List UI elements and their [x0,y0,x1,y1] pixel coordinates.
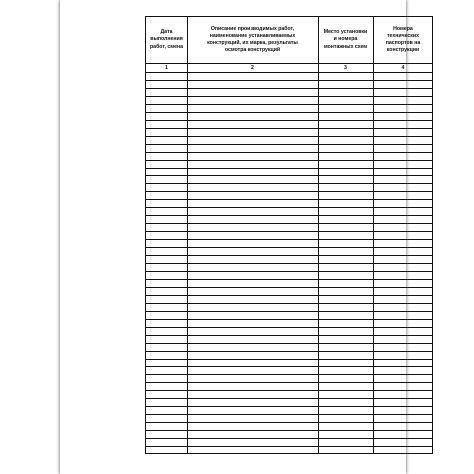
table-row-line [146,438,432,439]
table-row-line [146,430,432,431]
table-row-line [146,311,432,312]
table-row-line [146,199,432,200]
journal-table [145,16,433,454]
table-row-line [146,88,432,89]
table-row-line [146,231,432,232]
header-description: Описание производимых работ, наименование устанавливаемых конструкций, их марка, результаты осмотра конструкций [207,25,298,54]
table-row-line [146,390,432,391]
table-row-line [146,406,432,407]
table-row-line [146,303,432,304]
table-row-line [146,96,432,97]
table-row-line [146,263,432,264]
table-row-line [146,382,432,383]
table-row-line [146,422,432,423]
table-row-line [146,446,432,447]
table-row-line [146,104,432,105]
header-passport-numbers: Номера технических паспортов на конструкции [385,25,421,54]
table-row-line [146,112,432,113]
numbers-divider [146,72,432,73]
table-row-line [146,414,432,415]
table-row-line [146,120,432,121]
table-row-line [146,223,432,224]
table-row-line [146,366,432,367]
table-row-line [146,152,432,153]
table-row-line [146,168,432,169]
table-row-line [146,327,432,328]
table-row-line [146,398,432,399]
column-number-1: 1 [165,65,168,71]
table-row-line [146,191,432,192]
header-date: Дата выполнения работ, смена [150,29,183,50]
table-row-line [146,287,432,288]
table-row-line [146,247,432,248]
table-row-line [146,319,432,320]
table-row-line [146,359,432,360]
table-row-line [146,80,432,81]
table-row-line [146,175,432,176]
table-row-line [146,183,432,184]
table-row-line [146,128,432,129]
table-row-line [146,374,432,375]
table-row-line [146,144,432,145]
table-row-line [146,239,432,240]
table-row-line [146,255,432,256]
table-row-line [146,215,432,216]
table-row-line [146,207,432,208]
table-row-line [146,335,432,336]
column-divider [318,17,319,453]
column-number-2: 2 [251,65,254,71]
header-location: Место установки и номера монтажных схем [323,29,368,50]
table-row-line [146,351,432,352]
table-row-line [146,136,432,137]
column-number-3: 3 [344,65,347,71]
column-divider [373,17,374,453]
table-row-line [146,279,432,280]
table-row-line [146,343,432,344]
column-number-4: 4 [401,65,405,71]
document-page [60,0,421,474]
table-row-line [146,271,432,272]
table-row-line [146,160,432,161]
table-row-line [146,295,432,296]
column-divider [187,17,188,453]
